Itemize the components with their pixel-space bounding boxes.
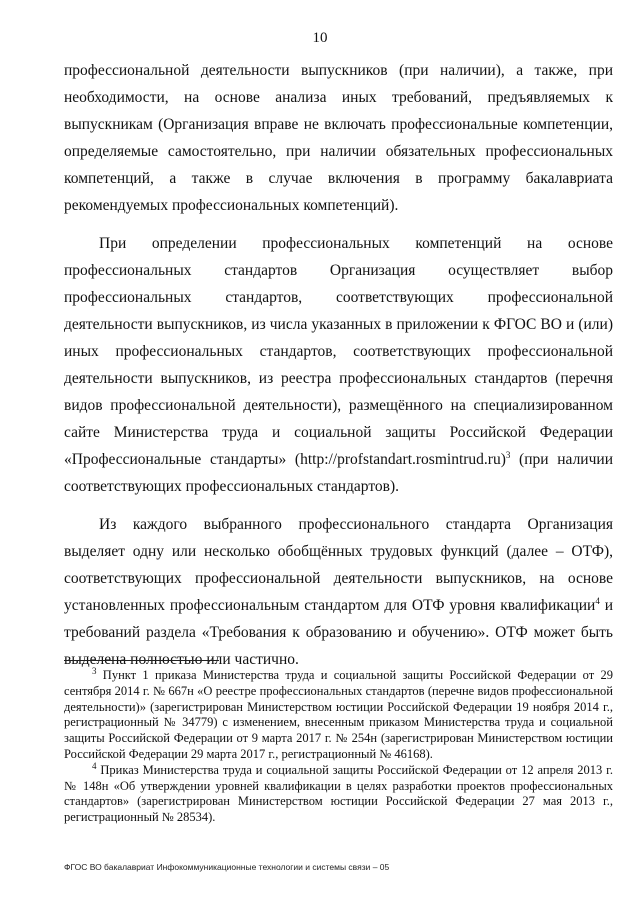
- footnote-4: [64, 760, 613, 826]
- paragraph-3: [64, 511, 613, 673]
- footnote-ref[interactable]: 4: [595, 595, 600, 606]
- main-text: [64, 57, 613, 673]
- footnote-mark: 4: [92, 760, 97, 771]
- paragraph-text: профессиональной деятельности выпускников (при наличии), а также, при необходимости, на основе анализа иных требований, предъявляемых к выпускникам (Организация вправе не включать профессиональные компетенции, определяемые самостоятельно, при наличии обязательных профессиональных компетенций, а также в случае включения в программу бакалавриата рекомендуемых профессиональных компетенций).: [64, 62, 613, 214]
- footnote-mark: 3: [92, 665, 97, 676]
- paragraph-tail: и требований раздела «Требования к образованию и обучению». ОТФ может быть выделена полностью или частично.: [64, 597, 613, 668]
- paragraph-2: [64, 230, 613, 500]
- footnote-ref[interactable]: 3: [505, 449, 511, 460]
- paragraph-tail: (при наличии соответствующих профессиональных стандартов).: [64, 451, 613, 495]
- footnote-text: Приказ Министерства труда и социальной защиты Российской Федерации от 12 апреля 2013 г. № 148н «Об утверждении уровней квалификации в целях разработки проектов профессиональных стандартов» (зарегистрирован Министерством юстиции Российской Федерации 27 мая 2013 г., регистрационный № 28534).: [64, 762, 613, 825]
- footnote-3: [64, 665, 613, 763]
- footnote-divider: [64, 660, 219, 661]
- paragraph-1: [64, 57, 613, 219]
- footnote-text: Пункт 1 приказа Министерства труда и социальной защиты Российской Федерации от 29 сентября 2014 г. № 667н «О реестре профессиональных стандартов (перечне видов профессиональной деятельности)» (зарегистрирован Министерством юстиции Российской Федерации 19 ноября 2014 г., регистрационный № 34779) с изменением, внесенным приказом Министерства труда и социальной защиты Российской Федерации от 9 марта 2017 г. № 254н (зарегистрирован Министерством юстиции Российской Федерации 29 марта 2017 г., регистрационный № 46168).: [64, 668, 613, 761]
- footnotes: [64, 665, 613, 826]
- paragraph-text: При определении профессиональных компетенций на основе профессиональных стандартов Организация осуществляет выбор профессиональных стандартов, соответствующих профессиональной деятельности выпускников, из числа указанных в приложении к ФГОС ВО и (или) иных профессиональных стандартов, соответствующих профессиональной деятельности выпускников, из реестра профессиональных стандартов (перечня видов профессиональной деятельности), размещённого на специализированном сайте Министерства труда и социальной защиты Российской Федерации «Профессиональные стандарты» (http://profstandart.rosmintrud.ru): [64, 235, 613, 468]
- page-footer: ФГОС ВО бакалавриат Инфокоммуникационные технологии и системы связи – 05: [64, 862, 390, 872]
- paragraph-text: Из каждого выбранного профессионального стандарта Организация выделяет одну или несколько обобщённых трудовых функций (далее – ОТФ), соответствующих профессиональной деятельности выпускников, на основе установленных профессиональным стандартом для ОТФ уровня квалификации: [64, 516, 613, 614]
- page-number: 10: [312, 30, 328, 46]
